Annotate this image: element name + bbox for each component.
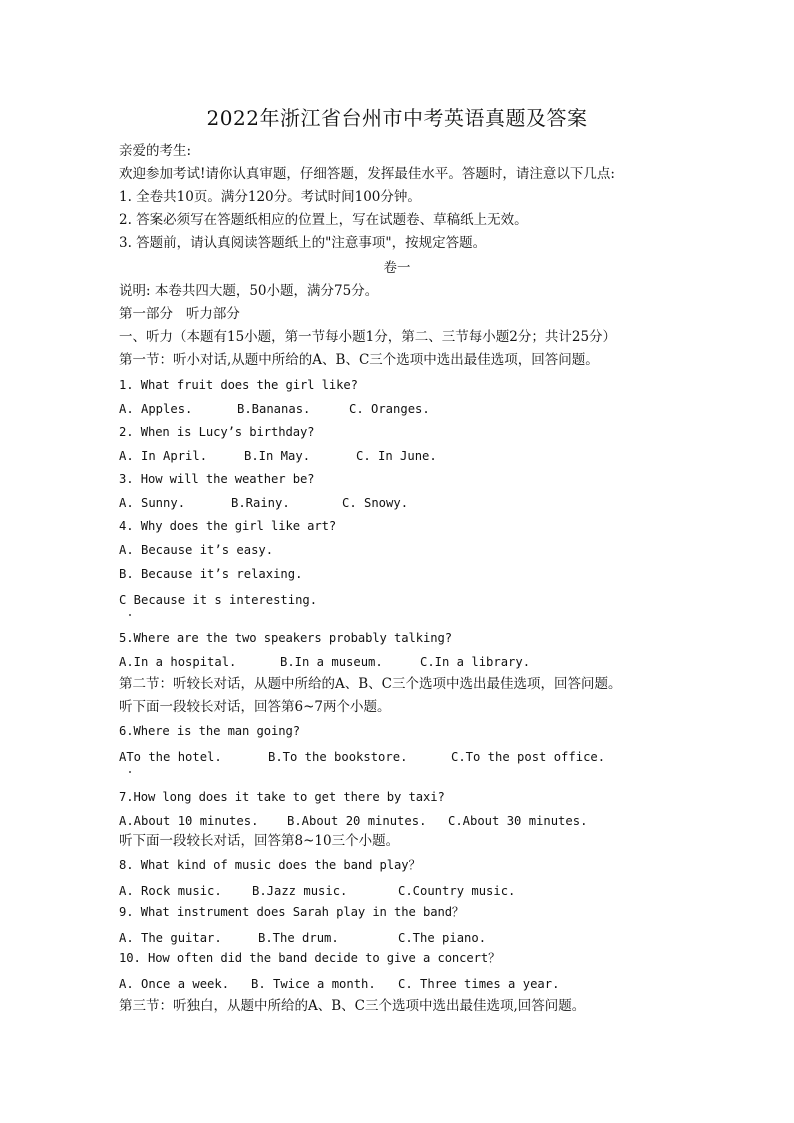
note-2: 2. 答案必须写在答题纸相应的位置上，写在试题卷、草稿纸上无效。 [119,212,528,228]
q3-option-c: C. Snowy. [342,496,409,510]
section-3-instruction: 第三节：听独白，从题中所给的A、B、C三个选项中选出最佳选项,回答问题。 [119,998,586,1014]
q8-option-b: B.Jazz music. [252,884,348,898]
question-1: 1. What fruit does the girl like? [119,378,358,392]
q4-option-a: A. Because it’s easy. [119,543,274,557]
q7-option-b: B.About 20 minutes. [287,814,427,828]
q1-option-a: A. Apples. [119,402,193,416]
volume-note: 说明: 本卷共四大题，50小题，满分75分。 [119,283,379,299]
q10-option-a: A. Once a week. [119,977,230,991]
note-1: 1. 全卷共10页。满分120分。考试时间100分钟。 [119,189,421,205]
q5-option-a: A.In a hospital. [119,655,237,669]
part-one-heading: 第一部分 听力部分 [119,306,240,322]
question-4: 4. Why does the girl like art? [119,519,337,533]
q10-option-c: C. Three times a year. [398,977,560,991]
q9-option-b: B.The drum. [258,931,339,945]
q8-option-a: A. Rock music. [119,884,222,898]
q2-option-c: C. In June. [356,449,437,463]
q3-option-b: B.Rainy. [231,496,290,510]
note-3: 3. 答题前，请认真阅读答题纸上的"注意事项"，按规定答题。 [119,235,487,251]
q2-option-a: A. In April. [119,449,208,463]
q4-option-b: B. Because it’s relaxing. [119,567,303,581]
q7-option-c: C.About 30 minutes. [448,814,588,828]
stray-dot [129,614,131,616]
question-10: 10. How often did the band decide to give a concert？ [119,951,501,965]
volume-heading: 卷一 [383,260,411,276]
q1-option-c: C. Oranges. [349,402,430,416]
question-7: 7.How long does it take to get there by taxi? [119,790,445,804]
group-6-7-instruction: 听下面一段较长对话，回答第6~7两个小题。 [119,699,391,715]
q3-option-a: A. Sunny. [119,496,186,510]
question-9: 9. What instrument does Sarah play in the band？ [119,905,465,919]
q9-option-c: C.The piano. [398,931,487,945]
question-2: 2. When is Lucy’s birthday? [119,425,315,439]
q8-option-c: C.Country music. [398,884,516,898]
q7-option-a: A.About 10 minutes. [119,814,259,828]
q6-option-b: B.To the bookstore. [268,750,408,764]
q4-option-c: C Because it s interesting. [119,593,318,607]
question-3: 3. How will the weather be? [119,472,315,486]
q6-option-c: C.To the post office. [451,750,606,764]
q9-option-a: A. The guitar. [119,931,222,945]
question-8: 8. What kind of music does the band play？ [119,858,421,872]
q10-option-b: B. Twice a month. [251,977,376,991]
stray-dot [129,771,131,773]
q6-option-a: ATo the hotel. [119,750,222,764]
q2-option-b: B.In May. [244,449,311,463]
section-1-instruction: 第一节：听小对话,从题中所给的A、B、C三个选项中选出最佳选项，回答问题。 [119,352,599,368]
question-6: 6.Where is the man going? [119,724,300,738]
q5-option-c: C.In a library. [420,655,531,669]
section-2-instruction: 第二节：听较长对话，从题中所给的A、B、C三个选项中选出最佳选项，回答问题。 [119,676,622,692]
q1-option-b: B.Bananas. [237,402,311,416]
question-5: 5.Where are the two speakers probably talking? [119,631,452,645]
listening-section-title: 一、听力（本题有15小题，第一节每小题1分，第二、三节每小题2分；共计25分） [119,329,617,345]
exam-title: 2022年浙江省台州市中考英语真题及答案 [206,106,588,130]
welcome-text: 欢迎参加考试!请你认真审题，仔细答题，发挥最佳水平。答题时，请注意以下几点: [119,166,615,182]
group-8-10-instruction: 听下面一段较长对话，回答第8~10三个小题。 [119,833,400,849]
greeting: 亲爱的考生: [119,143,192,159]
q5-option-b: B.In a museum. [280,655,383,669]
